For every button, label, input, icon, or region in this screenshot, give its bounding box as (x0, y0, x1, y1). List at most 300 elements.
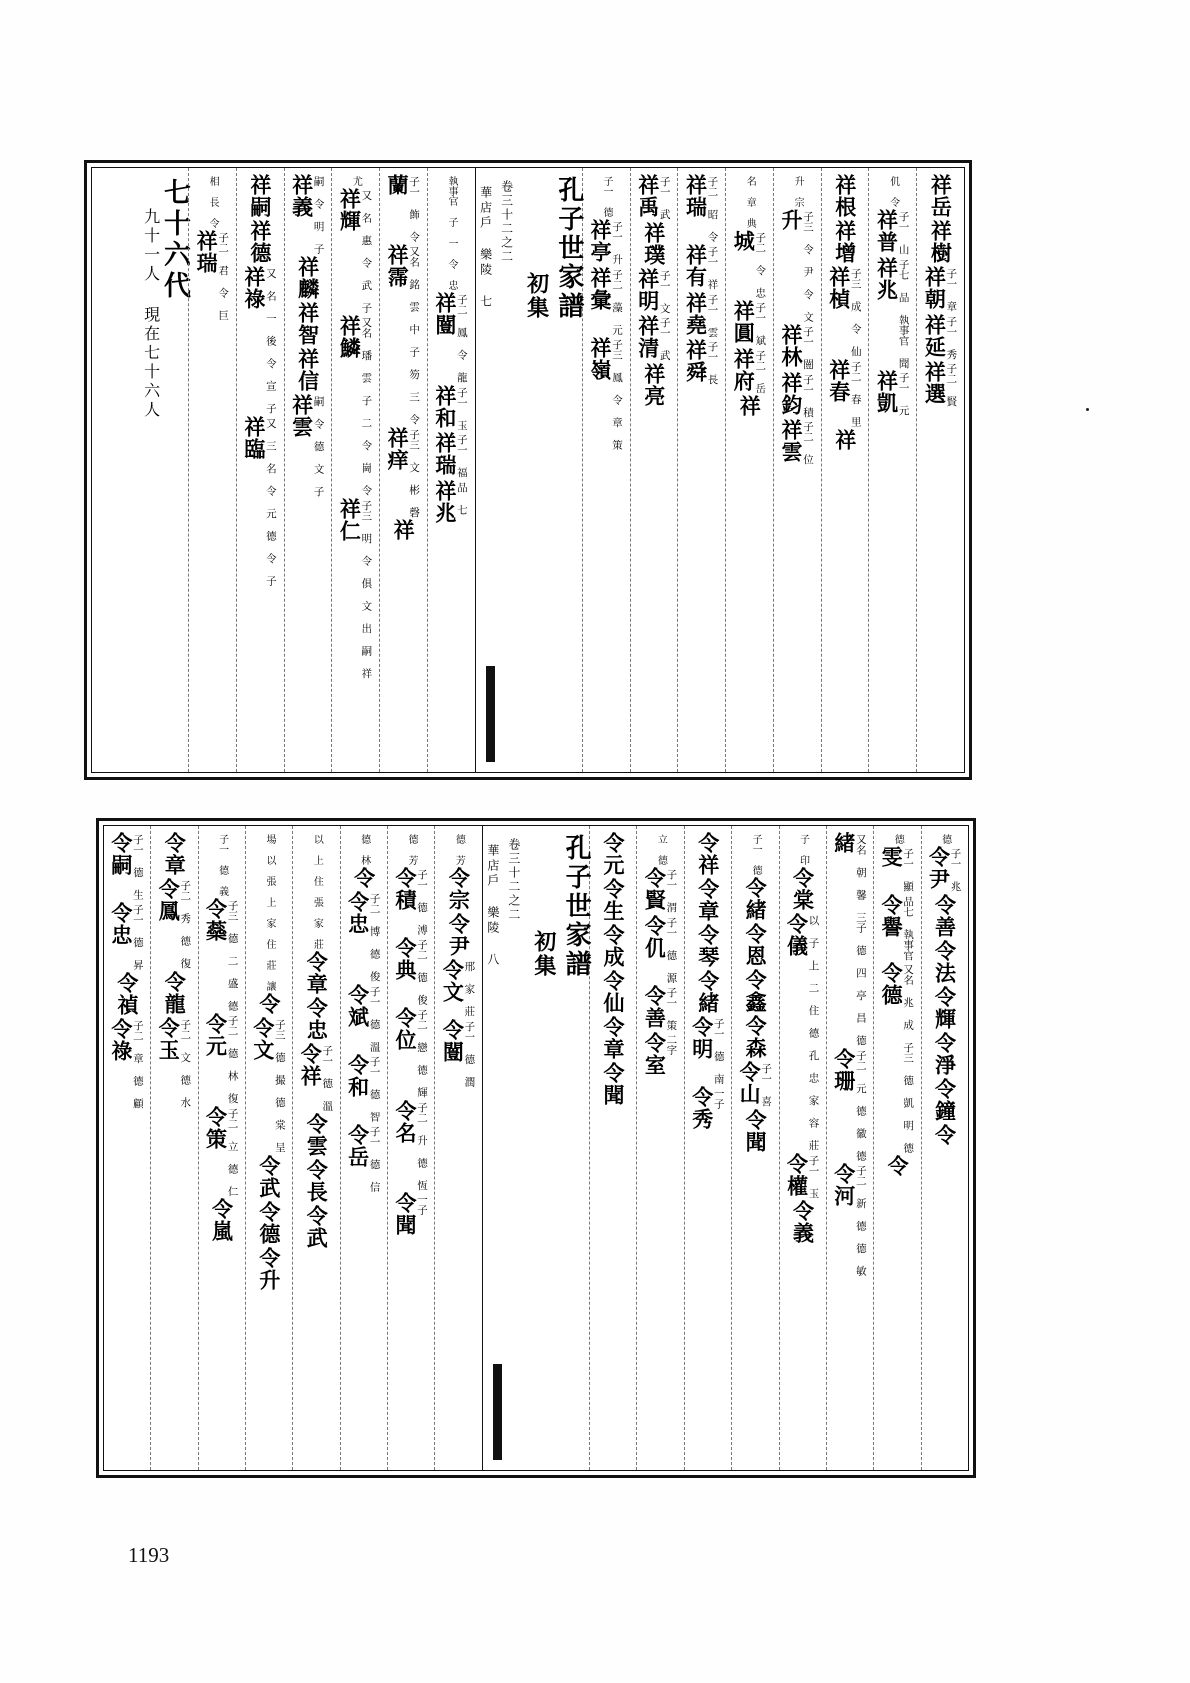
person-entry (343, 867, 385, 889)
person-name: 令祥 (298, 1043, 324, 1087)
column-head-note: 子一 德 (750, 834, 762, 875)
person-entry (776, 372, 819, 418)
person-name: 令升 (256, 1246, 282, 1291)
person-name: 祥 (391, 519, 417, 541)
person-name: 祥智 (295, 302, 321, 346)
person-entry (924, 986, 966, 1030)
person-annotation: 子一 喜 (760, 1063, 773, 1107)
person-annotation: 子一 德 智 (368, 1055, 381, 1122)
lineage-column (104, 826, 150, 1470)
person-entry (919, 314, 962, 360)
person-entry (201, 1198, 243, 1242)
person-annotation: 子二 春 里 (849, 360, 862, 427)
person-name: 祥延 (922, 313, 948, 358)
person-entry (829, 1048, 871, 1161)
person-name: 令明 (689, 1016, 715, 1060)
person-annotation: 子二 昭 令 (706, 176, 719, 242)
lineage-column (284, 168, 332, 772)
person-entry (680, 339, 723, 385)
lineage-column (236, 168, 284, 772)
person-annotation: 子二 位 (802, 421, 815, 465)
person-entry (776, 419, 819, 465)
person-name: 令玉 (156, 1016, 182, 1061)
column-head-note: 場 以 張 上 家 住 莊 讓 (263, 834, 275, 991)
lineage-column (292, 826, 339, 1470)
person-annotation: 又 名 一 後 令 宣 子 (264, 268, 277, 414)
person-name: 令積 (392, 867, 418, 911)
person-name: 令名 (392, 1099, 418, 1144)
column-head-note: 德 (939, 834, 951, 844)
person-entry (592, 1062, 634, 1106)
person-name: 祥林 (779, 324, 805, 368)
generation-label: 七十六代 (158, 178, 190, 302)
person-annotation: 子一 德 南 (712, 1018, 725, 1084)
lineage-column (873, 826, 920, 1470)
panel-place: 華店戶 樂陵 八 (485, 844, 500, 968)
person-name: 祥臨 (241, 415, 267, 460)
person-entry (782, 1200, 824, 1244)
person-entry (334, 498, 377, 679)
person-entry (153, 832, 195, 876)
panel-title-block (475, 168, 582, 772)
lineage-column (188, 168, 236, 772)
person-entry (390, 937, 432, 1005)
person-entry (287, 348, 330, 392)
person-annotation: 子一 德 潤 (463, 1020, 476, 1087)
person-entry (824, 359, 867, 427)
person-name: 令位 (392, 1007, 418, 1051)
person-entry (829, 832, 871, 1046)
person-entry (734, 1109, 776, 1153)
person-name: 令聞 (392, 1192, 418, 1236)
person-annotation: 子二 德 俊 (416, 939, 428, 1005)
person-name: 祥根 (832, 174, 858, 218)
person-annotation: 子三 文 彬 磬 (408, 428, 421, 517)
person-entry (782, 1153, 824, 1199)
person-annotation: 子二 升 德 恆 (416, 1101, 428, 1190)
person-name: 令聞 (601, 1062, 626, 1106)
person-entry (633, 268, 676, 314)
person-name: 令仙 (601, 970, 626, 1014)
person-entry (633, 363, 676, 407)
person-entry (239, 266, 282, 414)
person-entry (824, 220, 867, 264)
person-name: 令法 (932, 939, 958, 984)
person-name: 祥信 (295, 348, 321, 392)
lineage-column (868, 168, 916, 772)
person-name: 祥選 (922, 361, 948, 405)
person-annotation: 子二 文 德 水 (179, 1018, 192, 1107)
person-name: 令嵐 (209, 1198, 235, 1242)
lineage-column (331, 168, 379, 772)
person-entry (287, 302, 330, 346)
person-entry (430, 432, 473, 478)
person-entry (782, 913, 824, 1151)
person-name: 祥鱗 (337, 315, 363, 359)
person-annotation: 品七 執事官 (902, 895, 915, 960)
person-entry (687, 1086, 729, 1130)
person-name: 祥明 (635, 267, 661, 312)
person-annotation: 子一 德 溫 (368, 985, 381, 1052)
person-entry (248, 1201, 290, 1245)
person-name: 令鐘 (932, 1077, 958, 1122)
person-entry (687, 832, 729, 876)
person-entry (248, 1247, 290, 1291)
person-entry (106, 1018, 148, 1109)
lineage-column (630, 168, 678, 772)
person-entry (248, 993, 290, 1015)
person-annotation: 嗣 令 明 子 (312, 176, 325, 254)
person-name: 祥霈 (385, 244, 411, 288)
person-name: 令 (932, 1123, 958, 1146)
person-annotation: 子一 斌 (754, 302, 767, 346)
person-name: 祥輝 (337, 188, 363, 232)
person-entry (633, 174, 676, 220)
speckle (1086, 408, 1089, 411)
person-annotation: 子一 顯 (902, 848, 915, 892)
person-name: 令聞 (743, 1108, 769, 1153)
person-entry (248, 1155, 290, 1199)
person-name: 祥兆 (874, 256, 900, 301)
person-name: 祥鈞 (779, 371, 805, 416)
person-entry (728, 300, 771, 346)
person-entry (390, 867, 432, 935)
person-entry (437, 913, 479, 957)
person-name: 城 (731, 230, 757, 252)
person-name: 祥圓 (731, 300, 757, 344)
person-name: 令策 (203, 1105, 229, 1150)
person-annotation: 子一 飾 令 (408, 176, 421, 242)
person-entry (382, 174, 425, 242)
panel-volume: 卷三十二之二 (499, 180, 514, 264)
person-name: 令忠 (345, 891, 371, 935)
person-name: 令淨 (932, 1031, 958, 1076)
person-name: 令儀 (784, 913, 810, 957)
person-entry (437, 867, 479, 911)
person-entry (592, 832, 634, 876)
person-annotation: 子二 元 德 徽 德 (854, 1049, 867, 1161)
person-annotation: 子一 兆 (949, 848, 962, 892)
person-entry (153, 971, 195, 1015)
person-name: 令森 (743, 1015, 769, 1059)
person-entry (585, 267, 628, 335)
person-entry (687, 1016, 729, 1084)
person-name: 令 (256, 993, 282, 1015)
person-name: 祥楨 (826, 266, 852, 310)
person-annotation: 子一 元 (897, 372, 910, 416)
person-entry (871, 209, 914, 255)
person-name: 令元 (203, 1013, 229, 1057)
person-name: 令雲 (304, 1113, 330, 1157)
person-annotation: 又名 朝 馨 三子 德 四 亭 昌 德 (854, 834, 867, 1046)
person-annotation: 子二 鳳 令 龍 (455, 294, 468, 383)
person-entry (633, 222, 676, 266)
person-annotation: 子一 升 (610, 221, 623, 265)
lineage-column (725, 168, 773, 772)
person-annotation: 子二 章 德 顧 (131, 1020, 144, 1109)
generation-count: 九十一人 現在七十六人 (141, 208, 161, 420)
person-name: 祥祿 (241, 266, 267, 310)
lineage-column (779, 826, 826, 1470)
column-head-note: 德 (892, 834, 904, 844)
person-entry (437, 959, 479, 1017)
person-entry (734, 877, 776, 921)
genealogy-panel-upper (84, 160, 972, 780)
person-name: 令章 (695, 878, 721, 922)
lineage-column (821, 168, 869, 772)
person-entry (734, 1061, 776, 1107)
person-name: 令德 (256, 1200, 282, 1245)
person-entry (680, 244, 723, 290)
person-name: 令山 (737, 1061, 763, 1105)
column-head-note: 尤 (350, 176, 362, 186)
person-entry (924, 1124, 966, 1146)
person-name: 令忠 (304, 997, 330, 1041)
person-name: 蘭 (385, 174, 411, 196)
person-annotation: 子二 新 德 德 敏 (854, 1164, 867, 1276)
lineage-column (434, 826, 481, 1470)
person-entry (437, 1019, 479, 1087)
column-head-note: 執事官 子 一 令 忠 (445, 176, 457, 290)
person-name: 令譽 (879, 893, 905, 938)
person-annotation: 子一 雲 (706, 293, 719, 337)
person-name: 令斌 (345, 983, 371, 1028)
person-entry (734, 923, 776, 967)
person-entry (390, 1192, 432, 1236)
person-entry (106, 902, 148, 970)
person-name: 令章 (601, 1016, 626, 1060)
person-name: 祥禹 (635, 174, 661, 218)
person-annotation: 子一 章 (945, 268, 958, 312)
person-name: 令長 (304, 1159, 330, 1203)
lineage-column (340, 826, 387, 1470)
person-entry (919, 361, 962, 407)
person-entry (382, 519, 425, 541)
person-entry (287, 394, 330, 497)
column-head-note: 仉 令 (887, 176, 899, 207)
person-entry (239, 416, 282, 586)
generation-header (92, 168, 188, 772)
person-entry (924, 940, 966, 984)
person-name: 令和 (345, 1053, 371, 1098)
person-entry (295, 1159, 337, 1203)
person-entry (871, 370, 914, 416)
lineage-column (150, 826, 197, 1470)
column-head-note: 子一 德 (601, 176, 612, 217)
person-entry (876, 894, 918, 961)
person-annotation: 又名 兆 成 子三 德 凱 明 德 (902, 964, 915, 1153)
person-name: 令章 (162, 832, 188, 876)
column-head-note: 立 德 (655, 834, 667, 865)
lineage-column (636, 826, 683, 1470)
person-entry (592, 970, 634, 1014)
person-name: 祥闓 (432, 292, 458, 336)
person-annotation: 子一 祥 (706, 246, 719, 290)
person-entry (343, 1124, 385, 1192)
person-annotation: 子一 武 (658, 317, 671, 361)
person-annotation: 子一 福 (455, 434, 468, 478)
person-name: 令祥 (695, 832, 721, 876)
lineage-column (427, 168, 475, 772)
person-name: 祥亭 (587, 219, 613, 263)
person-annotation: 子一 玉 (807, 1154, 820, 1198)
person-annotation: 子七 品 執事官 聞 (897, 258, 910, 368)
person-entry (824, 266, 867, 357)
person-annotation: 子一 德 生 (131, 834, 144, 900)
person-name: 令義 (790, 1200, 816, 1244)
person-name: 祥和 (432, 384, 458, 429)
person-entry (924, 1078, 966, 1122)
person-entry (343, 984, 385, 1052)
person-name: 令 (885, 1155, 911, 1177)
person-annotation: 子二 博 德 俊 (368, 893, 381, 982)
lineage-column (589, 826, 636, 1470)
person-entry (680, 174, 723, 242)
person-entry (287, 174, 330, 254)
person-name: 祥璞 (641, 221, 667, 266)
person-entry (201, 898, 243, 1011)
column-head-note: 德 芳 (406, 834, 418, 865)
person-entry (829, 1163, 871, 1276)
person-entry (201, 1106, 243, 1197)
person-name: 祥凱 (874, 370, 900, 414)
person-name: 祥瑞 (683, 174, 709, 218)
person-entry (382, 427, 425, 518)
person-name: 祥義 (289, 174, 315, 218)
person-annotation: 嗣 令 德 文 子 (312, 396, 325, 497)
person-annotation: 子一 德 溥 (416, 869, 428, 935)
panel-subtitle: 初集 (523, 272, 550, 320)
person-entry (633, 315, 676, 361)
lineage-column (677, 168, 725, 772)
person-entry (734, 1015, 776, 1059)
person-entry (295, 951, 337, 995)
panel-title: 孔子世家譜 (561, 834, 592, 979)
person-entry (824, 429, 867, 451)
person-entry (430, 385, 473, 431)
person-entry (287, 256, 330, 300)
person-name: 祥彙 (587, 266, 613, 311)
person-annotation: 子一 山 (897, 211, 910, 255)
person-entry (734, 969, 776, 1013)
lineage-column (245, 826, 292, 1470)
person-entry (728, 395, 771, 417)
person-annotation: 子一 玉 (455, 386, 468, 430)
person-annotation: 子二 立 德 仁 (226, 1107, 239, 1196)
person-entry (592, 1016, 634, 1060)
person-annotation: 子一 長 (706, 341, 719, 385)
lineage-column (773, 168, 821, 772)
person-annotation: 又 名 惠 令 武 子 (360, 190, 373, 313)
person-name: 令祿 (108, 1018, 134, 1062)
person-entry (639, 985, 681, 1031)
person-name: 令章 (304, 951, 330, 995)
person-name: 令鳳 (156, 878, 182, 922)
person-annotation: 子一 德 昇 (131, 904, 144, 970)
person-name: 雯 (879, 846, 905, 868)
person-name: 令尹 (446, 913, 472, 957)
person-entry (871, 257, 914, 369)
person-entry (295, 1205, 337, 1249)
person-annotation: 子三 成 令 仙 (849, 268, 862, 357)
person-entry (824, 174, 867, 218)
person-name: 祥堯 (683, 291, 709, 336)
person-entry (201, 1013, 243, 1104)
person-annotation: 子二 賢 (945, 363, 958, 407)
person-annotation: 子三 鳳 令 章 策 (610, 338, 623, 450)
person-annotation: 子三 德 二 盛 德 (226, 900, 239, 1011)
person-annotation: 子二 岳 (754, 349, 767, 393)
person-annotation: 子一 德 溫 (321, 1045, 334, 1111)
person-name: 令蘂 (203, 898, 229, 942)
person-entry (924, 894, 966, 938)
person-entry (390, 1007, 432, 1098)
genealogy-panel-lower (96, 818, 976, 1478)
person-name: 祥有 (683, 244, 709, 288)
lineage-column (582, 168, 630, 772)
person-entry (592, 924, 634, 968)
person-name: 令成 (601, 924, 626, 968)
person-name: 令文 (250, 1017, 276, 1061)
column-head-note: 以 上 住 張 家 莊 (311, 834, 323, 949)
person-annotation: 一子 (712, 1088, 725, 1109)
person-entry (687, 878, 729, 922)
person-entry (295, 1043, 337, 1111)
person-name: 令典 (392, 937, 418, 981)
column-head-note: 德 林 (358, 834, 370, 865)
person-entry (382, 244, 425, 425)
person-entry (248, 1017, 290, 1153)
column-head-note: 子 印 (797, 834, 809, 865)
person-name: 祥嶺 (587, 336, 613, 381)
person-entry (106, 972, 148, 1016)
person-entry (876, 962, 918, 1153)
person-name: 令禎 (114, 972, 140, 1016)
person-entry (106, 832, 148, 900)
person-name: 令宗 (446, 867, 472, 911)
person-entry (776, 324, 819, 370)
person-entry (728, 348, 771, 394)
person-name: 令忠 (108, 902, 134, 946)
person-annotation: 子二 君 令 巨 (217, 232, 230, 321)
person-entry (687, 924, 729, 968)
person-name: 令岳 (345, 1123, 371, 1168)
person-name: 緒 (831, 832, 857, 854)
person-name: 祥舜 (683, 339, 709, 383)
person-annotation: 又名 璠 雲 子 二 令 崗 令 (360, 317, 373, 496)
person-name: 令恩 (743, 923, 769, 967)
person-entry (585, 337, 628, 450)
person-annotation: 子二 秀 德 復 (179, 880, 192, 969)
person-entry (430, 480, 473, 524)
person-name: 令善 (932, 893, 958, 938)
person-name: 令嗣 (108, 832, 134, 876)
person-annotation: 又 三 名 令 元 德 令 子 (264, 417, 277, 586)
person-name: 祥樹 (928, 220, 954, 264)
person-name: 令善 (642, 984, 668, 1029)
person-annotation: 又名 銘 雲 中 子 笏 三 令 (408, 246, 421, 425)
person-annotation: 子二 令 忠 (754, 232, 767, 298)
person-annotation: 子一 策 (665, 986, 678, 1030)
lineage-column (826, 826, 873, 1470)
person-entry (334, 188, 377, 313)
person-name: 令緒 (743, 877, 769, 921)
person-name: 令武 (304, 1205, 330, 1249)
person-name: 令文 (440, 959, 466, 1003)
person-entry (924, 846, 966, 892)
person-entry (343, 891, 385, 982)
person-name: 令權 (784, 1152, 810, 1197)
